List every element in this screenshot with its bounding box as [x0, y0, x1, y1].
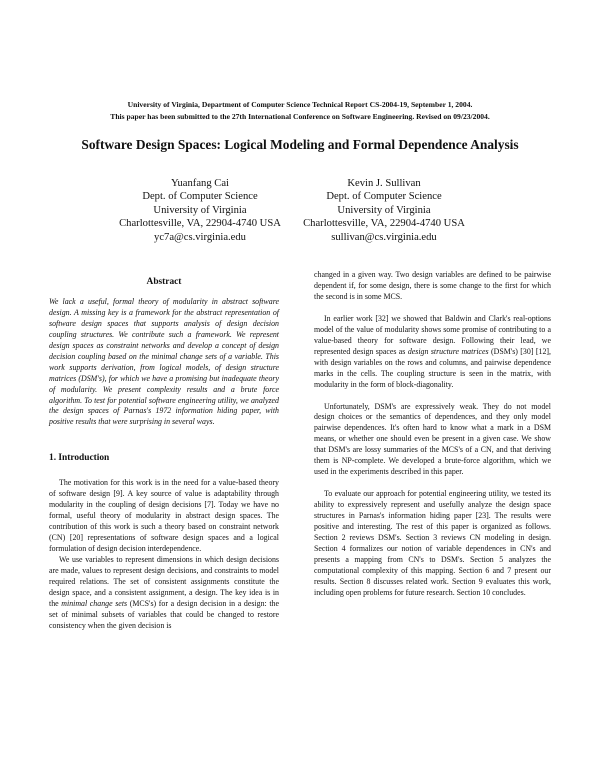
- intro-p4-text-a: In earlier work [32] we showed that Baldwin and Clark's real-options model of the value of modularity shows some promise of contributing to a value-based theory for software design. Following their lead, we represented design spaces as: [314, 313, 551, 356]
- author-name: Yuanfang Cai: [171, 178, 229, 189]
- section-heading-introduction: 1. Introduction: [49, 453, 110, 464]
- intro-paragraph-6: To evaluate our approach for potential engineering utility, we tested its ability to expressively represent and usefully analyze the design space structures in Parnas's information hiding paper [23]. The results were positive and interesting. The rest of this paper is organized as follows. Section 2 reviews DSM's. Section 3 reviews CN modeling in design. Section 4 formalizes our notion of variable dependences in CN's and presents a mapping from CN's to DSM's. Section 5 analyzes the computational complexity of this mapping. Section 6 and 7 present our results. Section 8 discusses related work. Section 9 evaluates this work, including open problems for future research. Section 10 concludes.: [314, 489, 551, 597]
- intro-paragraph-2: [49, 555, 279, 632]
- author-email: sullivan@cs.virginia.edu: [331, 231, 437, 243]
- paper-title: Software Design Spaces: Logical Modeling and Formal Dependence Analysis: [81, 137, 519, 152]
- intro-paragraph-4: [314, 314, 551, 391]
- report-header: [40, 99, 560, 122]
- abstract-heading: Abstract: [146, 277, 182, 287]
- author-name: Kevin J. Sullivan: [347, 178, 421, 189]
- author-block-2: [291, 177, 477, 244]
- intro-p2-text-a: We use variables to represent dimensions in which design decisions are made, values to represent design decisions, and constraints to model required relations. The set of consistent assignments constitute the design space, and a consistent assignment, a design. The key idea is in the: [49, 555, 279, 608]
- author-univ: University of Virginia: [153, 204, 247, 216]
- intro-paragraph-5: Unfortunately, DSM's are expressively weak. They do not model design choices or the semantics of dependences, and they only model pairwise dependences. It's often hard to know what a mark in a DSM means, or whether one should even be present in a given case. We show that DSM's are lossy summaries of the MCS's of a CN, and that deriving them is NP-complete. We developed a brute-force algorithm, which we used in the experiments described in this paper.: [314, 401, 551, 477]
- author-dept: Dept. of Computer Science: [142, 191, 258, 203]
- intro-paragraph-3: changed in a given way. Two design variables are defined to be pairwise dependent if, for some design, there is some change to the first for which the second is in some MCS.: [314, 270, 551, 301]
- intro-p2-emphasis: minimal change sets: [61, 598, 128, 608]
- author-dept: Dept. of Computer Science: [326, 191, 442, 203]
- intro-p4-text-b: (DSM's) [30] [12], with design variables on the rows and columns, and pairwise dependence marks in the cells. The coupling structure is seen in the matrix, with modularity in the form of block-diagonality.: [314, 346, 551, 389]
- left-column: [49, 270, 279, 632]
- author-address: Charlottesville, VA, 22904-4740 USA: [119, 218, 281, 230]
- author-univ: University of Virginia: [337, 204, 431, 216]
- author-block-1: [95, 177, 305, 244]
- header-line-2: This paper has been submitted to the 27th International Conference on Software Engineering. Revised on 09/23/2004.: [110, 111, 490, 121]
- intro-paragraph-1: The motivation for this work is in the need for a value-based theory of software design [9]. A key source of value is adaptability through modularity in the coupling of design decisions [7]. Today we have no formal, useful theory of modularity in abstract design spaces. The contribution of this work is such a theory based on constraint network (CN) [20] representations of software design spaces and a logical formulation of design decision interdependence.: [49, 478, 279, 554]
- author-email: yc7a@cs.virginia.edu: [154, 231, 246, 243]
- right-column: [314, 270, 551, 599]
- intro-p2-text-b: (MCS's) for a design decision in a design: the set of minimal subsets of variables that could be changed to restore consistency when the given decision is: [49, 598, 279, 630]
- author-address: Charlottesville, VA, 22904-4740 USA: [303, 218, 465, 230]
- intro-p4-emphasis: design structure matrices: [407, 346, 489, 356]
- abstract-text: We lack a useful, formal theory of modularity in abstract software design. A missing key is a framework for the abstract representation of software design spaces that supports analysis of design decision coupling structures. We contribute such a framework. We represent design spaces as constraint networks and develop a concept of design decision coupling based on the minimal change sets of a variable. This work supports derivation, from logical models, of design structure matrices (DSM's), for which we have a promising but inadequate theory of modularity. We present complexity results and a brute force algorithm. To test for potential software engineering utility, we analyzed the design spaces of Parnas's 1972 information hiding paper, with positive results that were surprising in several ways.: [49, 296, 279, 427]
- header-line-1: University of Virginia, Department of Computer Science Technical Report CS-2004-19, September 1, 2004.: [127, 100, 473, 109]
